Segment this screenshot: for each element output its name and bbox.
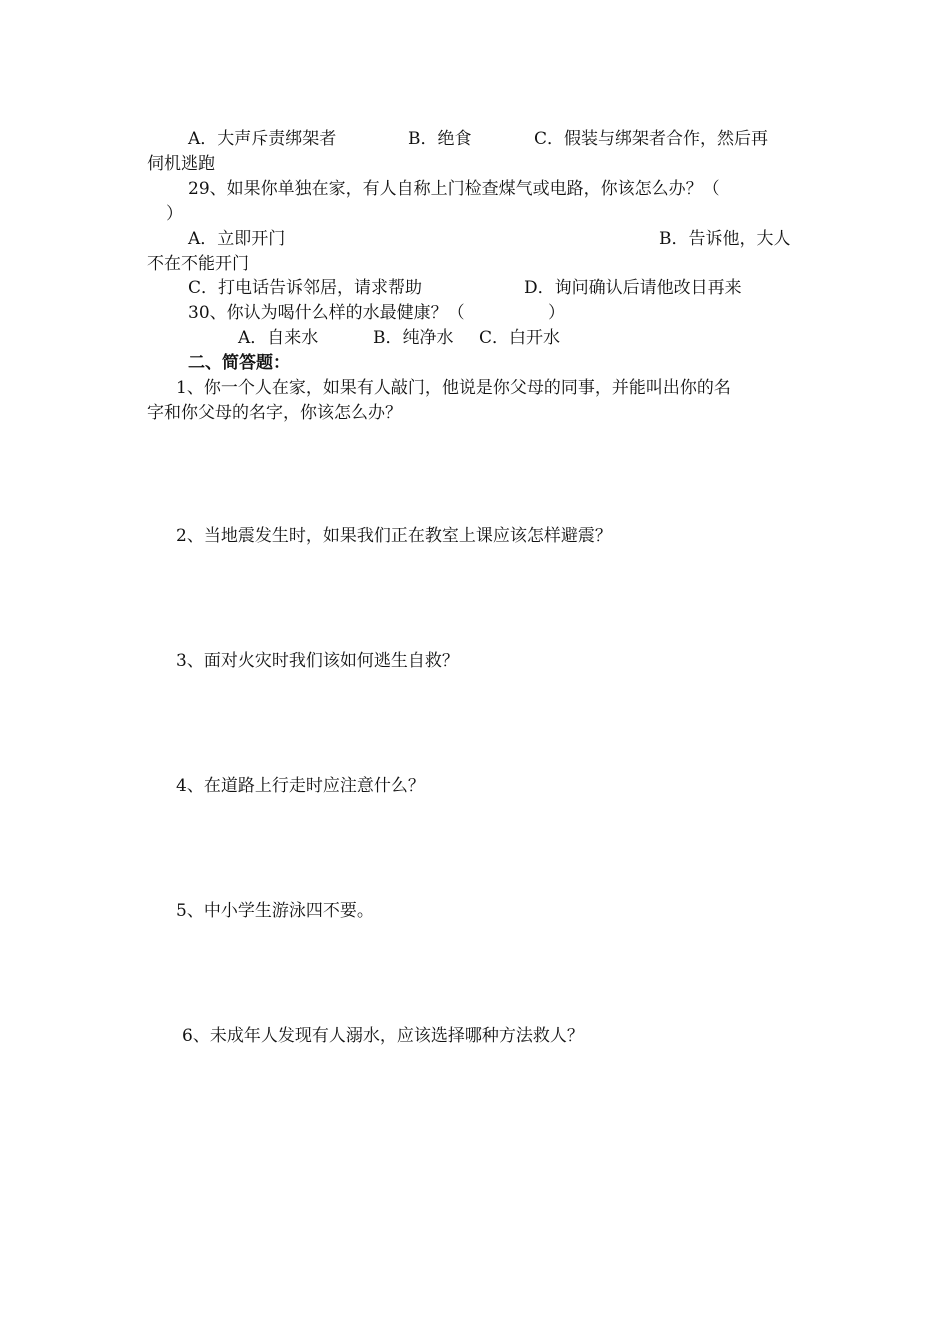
q28-option-b: B．绝食 (408, 129, 472, 149)
short-answer-q5: 5、中小学生游泳四不要。 (176, 901, 374, 921)
short-answer-q1-continued: 字和你父母的名字，你该怎么办？ (147, 403, 402, 423)
short-answer-q3: 3、面对火灾时我们该如何逃生自救？ (176, 651, 459, 671)
q30-option-c: C．白开水 (479, 328, 561, 348)
q30-option-b: B．纯净水 (373, 328, 454, 348)
q28-option-c: C．假装与绑架者合作，然后再 (534, 129, 769, 149)
q30-option-a: A．自来水 (238, 328, 319, 348)
q29-option-b: B．告诉他，大人 (659, 229, 791, 249)
short-answer-q4: 4、在道路上行走时应注意什么？ (176, 776, 425, 796)
q29-option-a: A．立即开门 (188, 229, 286, 249)
q29-option-d: D．询问确认后请他改日再来 (524, 278, 742, 298)
q30-question: 30、你认为喝什么样的水最健康？（ (188, 303, 465, 323)
section-heading: 二、简答题： (188, 353, 290, 373)
short-answer-q2: 2、当地震发生时，如果我们正在教室上课应该怎样避震？ (176, 526, 612, 546)
q29-option-b-continued: 不在不能开门 (147, 254, 249, 274)
q29-question: 29、如果你单独在家，有人自称上门检查煤气或电路，你该怎么办？（ (188, 179, 720, 199)
short-answer-q1: 1、你一个人在家，如果有人敲门，他说是你父母的同事，并能叫出你的名 (176, 378, 731, 398)
short-answer-q6: 6、未成年人发现有人溺水，应该选择哪种方法救人？ (182, 1026, 584, 1046)
q28-option-c-continued: 伺机逃跑 (147, 154, 215, 174)
q29-question-close: ） (166, 204, 183, 224)
q28-option-a: A．大声斥责绑架者 (188, 129, 337, 149)
q30-question-close: ） (548, 303, 565, 323)
q29-option-c: C．打电话告诉邻居，请求帮助 (188, 278, 423, 298)
